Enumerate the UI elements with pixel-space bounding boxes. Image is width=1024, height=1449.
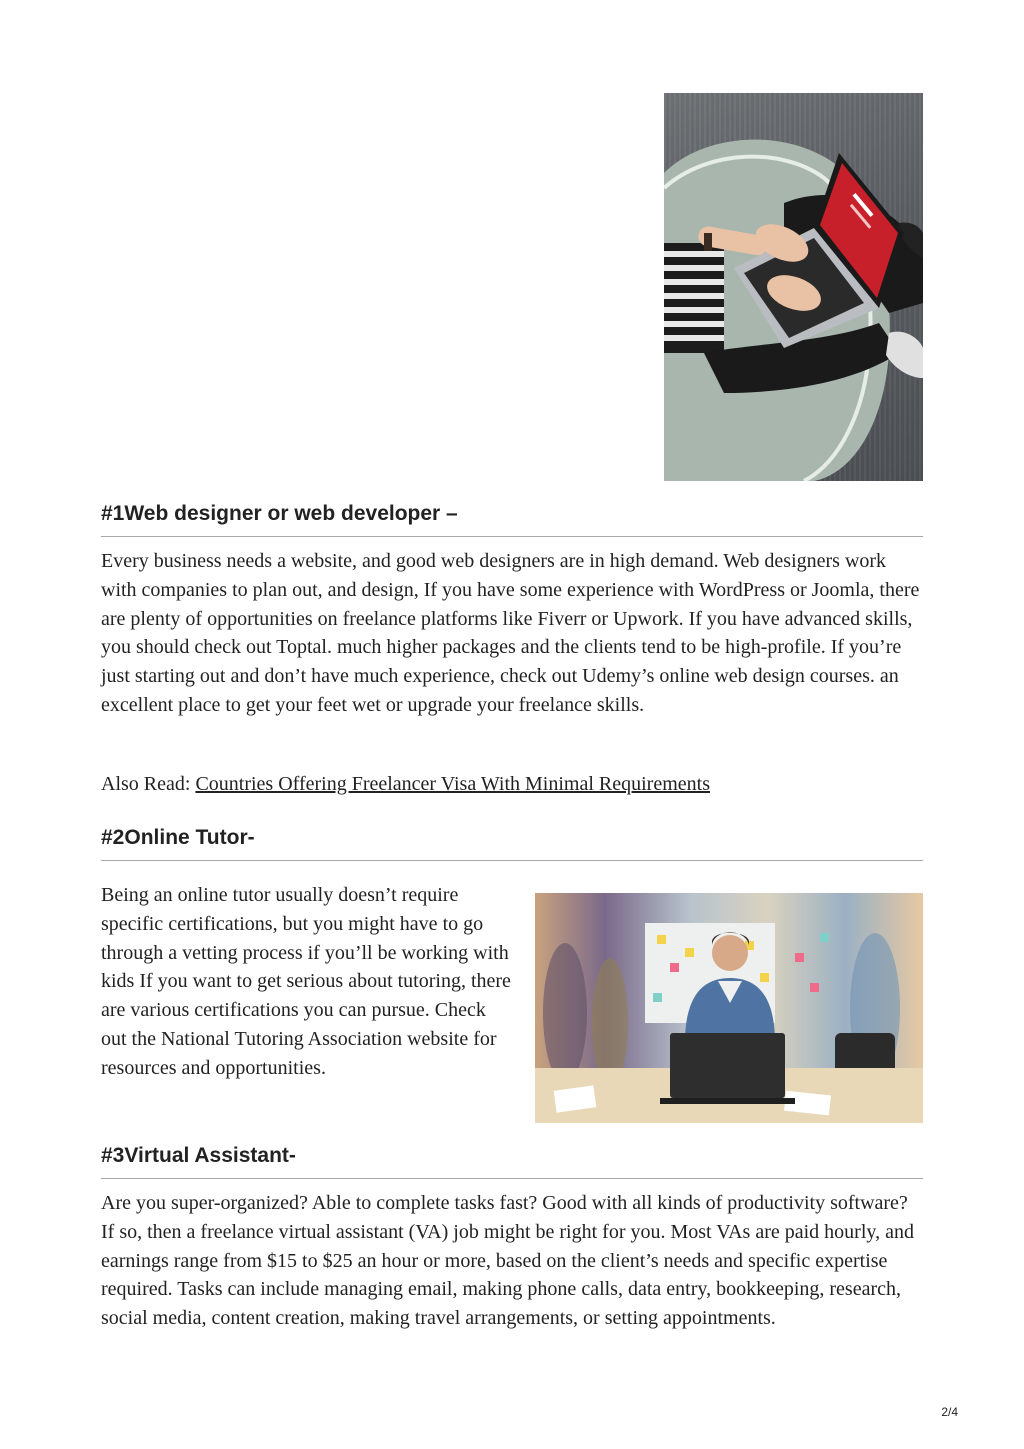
- section-heading-web-designer: #1Web designer or web developer –: [101, 502, 458, 525]
- section-body-virtual-assistant: Are you super-organized? Able to complete tasks fast? Good with all kinds of productivity software? If so, then a freelance virtual assistant (VA) job might be right for you. Most VAs are paid hourly, and earnings range from $15 to $25 an hour or more, based on the client’s needs and specific expertise required. Tasks can include managing email, making phone calls, data entry, bookkeeping, research, social media, content creation, making travel arrangements, or setting appointments.: [101, 1192, 914, 1330]
- section-heading-online-tutor: #2Online Tutor-: [101, 826, 255, 849]
- section-heading-virtual-assistant: #3Virtual Assistant-: [101, 1144, 296, 1167]
- heading-divider: [101, 536, 923, 537]
- heading-divider: [101, 860, 923, 861]
- also-read-link[interactable]: Countries Offering Freelancer Visa With Minimal Requirements: [195, 773, 710, 795]
- page-number: 2/4: [941, 1405, 958, 1419]
- office-photo-illustration: [535, 893, 923, 1123]
- office-photo: [535, 893, 923, 1123]
- laptop-photo: [664, 93, 923, 481]
- laptop-photo-illustration: [664, 93, 923, 481]
- also-read-line: [101, 770, 923, 799]
- heading-divider: [101, 1178, 923, 1179]
- section-body-web-designer: Every business needs a website, and good web designers are in high demand. Web designers work with companies to plan out, and design, If you have some experience with WordPress or Joomla, there are plenty of opportunities on freelance platforms like Fiverr or Upwork. If you have advanced skills, you should check out Toptal. much higher packages and the clients tend to be high-profile. If you’re just starting out and don’t have much experience, check out Udemy’s online web design courses. an excellent place to get your feet wet or upgrade your freelance skills.: [101, 550, 920, 716]
- also-read-prefix: Also Read:: [101, 773, 196, 795]
- section-body-online-tutor: Being an online tutor usually doesn’t require specific certifications, but you might have to go through a vetting process if you’ll be working with kids If you want to get serious about tutoring, there are various certifications you can pursue. Check out the National Tutoring Association website for resources and opportunities.: [101, 884, 511, 1079]
